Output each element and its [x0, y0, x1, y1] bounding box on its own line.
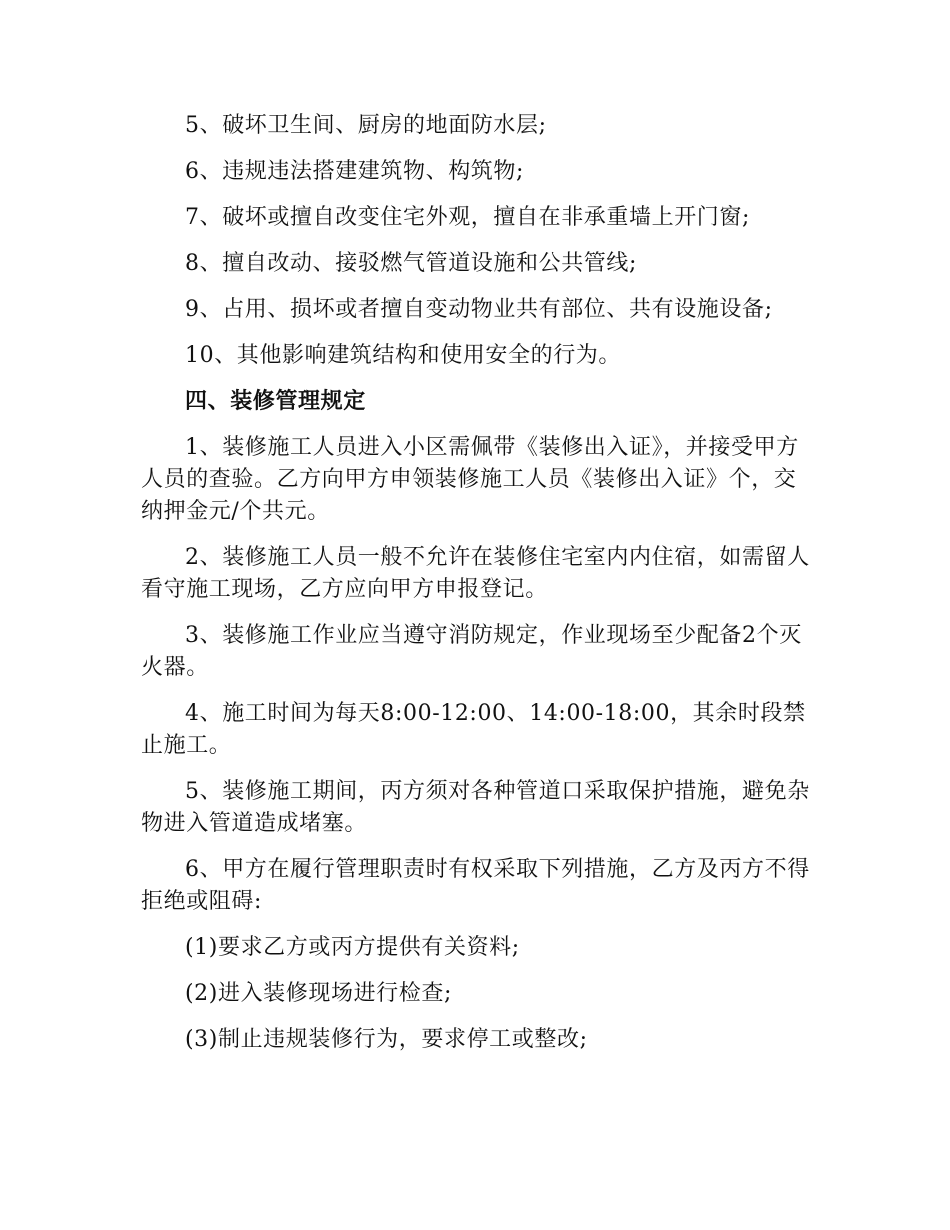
rule-item-6: 6、甲方在履行管理职责时有权采取下列措施，乙方及丙方不得拒绝或阻碍:	[141, 857, 810, 914]
clause-item-5: 5、破坏卫生间、厨房的地面防水层;	[185, 113, 547, 138]
sub-item-3: (3)制止违规装修行为，要求停工或整改;	[185, 1027, 588, 1052]
clause-item-8: 8、擅自改动、接驳燃气管道设施和公共管线;	[185, 251, 638, 276]
sub-item-1: (1)要求乙方或丙方提供有关资料;	[185, 935, 520, 960]
rule-item-1: 1、装修施工人员进入小区需佩带《装修出入证》，并接受甲方人员的查验。乙方向甲方申领装修施工人员《装修出入证》个，交纳押金元/个共元。	[141, 435, 799, 524]
document-body	[141, 110, 813, 1070]
clause-item-7: 7、破坏或擅自改变住宅外观，擅自在非承重墙上开门窗;	[185, 205, 751, 230]
clause-item-10: 10、其他影响建筑结构和使用安全的行为。	[185, 343, 621, 368]
sub-item-2: (2)进入装修现场进行检查;	[185, 981, 452, 1006]
clause-item-9: 9、占用、损坏或者擅自变动物业共有部位、共有设施设备;	[185, 297, 773, 322]
section-heading: 四、装修管理规定	[185, 389, 366, 414]
rule-item-5: 5、装修施工期间，丙方须对各种管道口采取保护措施，避免杂物进入管道造成堵塞。	[141, 779, 810, 836]
rule-item-3: 3、装修施工作业应当遵守消防规定，作业现场至少配备2个灭火器。	[141, 623, 802, 680]
rule-item-4: 4、施工时间为每天8:00-12:00、14:00-18:00，其余时段禁止施工。	[141, 701, 806, 758]
rule-item-2: 2、装修施工人员一般不允许在装修住宅室内内住宿，如需留人看守施工现场，乙方应向甲方申报登记。	[141, 545, 810, 602]
clause-item-6: 6、违规违法搭建建筑物、构筑物;	[185, 159, 525, 184]
